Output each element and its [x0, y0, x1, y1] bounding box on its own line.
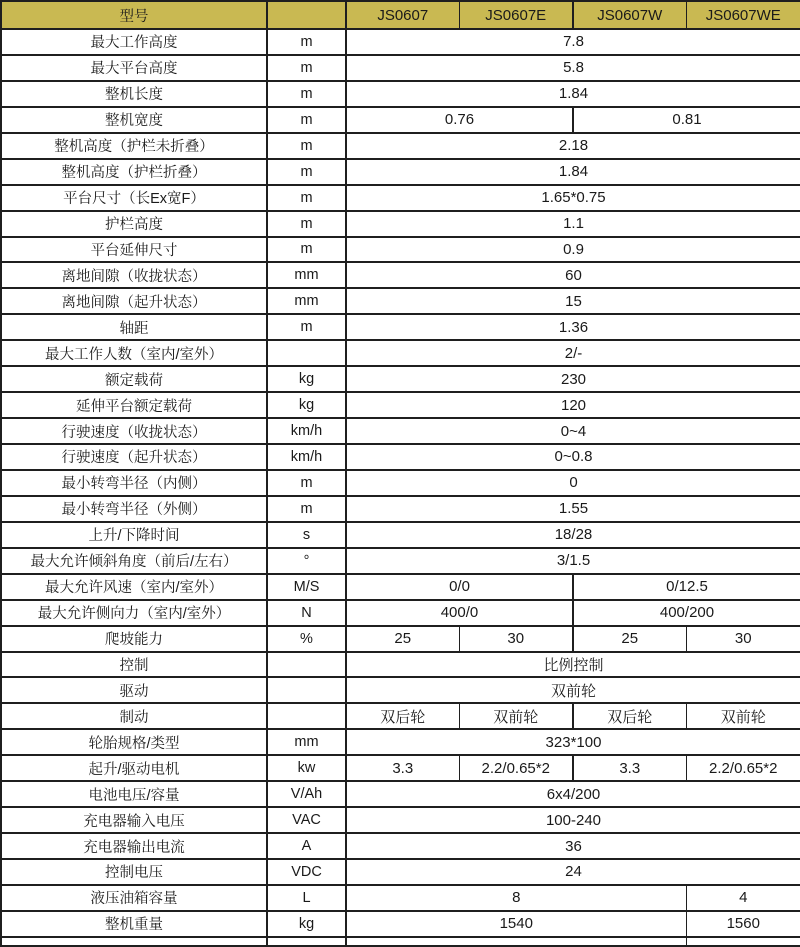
param-value: 1540	[346, 911, 686, 937]
param-name: 轴距	[1, 314, 267, 340]
param-unit: m	[267, 237, 346, 263]
param-value: 25	[573, 626, 686, 652]
param-name: 离地间隙（起升状态）	[1, 288, 267, 314]
param-value: 0	[346, 470, 800, 496]
table-row	[1, 237, 800, 263]
param-name: 护栏高度	[1, 211, 267, 237]
param-unit: A	[267, 833, 346, 859]
table-row	[1, 626, 800, 652]
param-value: 3.3	[346, 755, 459, 781]
param-value: 2.2/0.65*2	[459, 755, 573, 781]
param-value: 400/0	[346, 600, 573, 626]
param-name: 控制	[1, 652, 267, 678]
param-value: 1.1	[346, 211, 800, 237]
param-name: 液压油箱容量	[1, 885, 267, 911]
param-name: 轮胎规格/类型	[1, 729, 267, 755]
param-value: 2.2/0.65*2	[686, 755, 800, 781]
table-row	[1, 262, 800, 288]
param-name: 离地间隙（收拢状态）	[1, 262, 267, 288]
param-unit: L	[267, 885, 346, 911]
param-unit: °	[267, 548, 346, 574]
param-value: 1.55	[346, 496, 800, 522]
param-name: 整机高度（护栏未折叠）	[1, 133, 267, 159]
table-row	[1, 677, 800, 703]
param-name: 平台尺寸（长Ex宽F）	[1, 185, 267, 211]
param-value: 25	[346, 626, 459, 652]
header-model-js0607e: JS0607E	[459, 1, 573, 29]
param-value: 1560	[686, 911, 800, 937]
param-value: 双前轮	[686, 703, 800, 729]
param-unit: mm	[267, 288, 346, 314]
param-name: 最大允许倾斜角度（前后/左右）	[1, 548, 267, 574]
param-value: 比例控制	[346, 652, 800, 678]
param-unit: N	[267, 600, 346, 626]
param-unit	[267, 677, 346, 703]
table-row	[1, 29, 800, 55]
param-unit: m	[267, 159, 346, 185]
partial-row-cell	[267, 937, 346, 946]
param-name: 行驶速度（收拢状态）	[1, 418, 267, 444]
table-row	[1, 652, 800, 678]
header-model-js0607w: JS0607W	[573, 1, 686, 29]
param-value: 0.81	[573, 107, 800, 133]
table-row	[1, 444, 800, 470]
param-value: 24	[346, 859, 800, 885]
param-unit	[267, 703, 346, 729]
param-unit	[267, 340, 346, 366]
table-row	[1, 81, 800, 107]
param-name: 行驶速度（起升状态）	[1, 444, 267, 470]
param-value: 120	[346, 392, 800, 418]
param-value: 2/-	[346, 340, 800, 366]
param-name: 控制电压	[1, 859, 267, 885]
table-row	[1, 211, 800, 237]
table-row	[1, 159, 800, 185]
param-value: 0/0	[346, 574, 573, 600]
param-name: 电池电压/容量	[1, 781, 267, 807]
param-name: 延伸平台额定载荷	[1, 392, 267, 418]
param-value: 1.36	[346, 314, 800, 340]
table-row	[1, 55, 800, 81]
param-value: 6x4/200	[346, 781, 800, 807]
param-value: 30	[686, 626, 800, 652]
param-value: 400/200	[573, 600, 800, 626]
param-value: 0.76	[346, 107, 573, 133]
param-name: 整机重量	[1, 911, 267, 937]
param-unit: M/S	[267, 574, 346, 600]
param-unit: km/h	[267, 418, 346, 444]
param-unit: mm	[267, 729, 346, 755]
param-unit: %	[267, 626, 346, 652]
param-value: 100-240	[346, 807, 800, 833]
partial-row-cell	[1, 937, 267, 946]
table-row	[1, 781, 800, 807]
param-name: 额定载荷	[1, 366, 267, 392]
param-name: 驱动	[1, 677, 267, 703]
table-row	[1, 185, 800, 211]
param-value: 1.84	[346, 81, 800, 107]
param-unit: s	[267, 522, 346, 548]
param-unit: mm	[267, 262, 346, 288]
param-unit: m	[267, 55, 346, 81]
table-row	[1, 340, 800, 366]
table-row	[1, 288, 800, 314]
param-unit: km/h	[267, 444, 346, 470]
table-row	[1, 859, 800, 885]
param-value: 7.8	[346, 29, 800, 55]
param-value: 1.84	[346, 159, 800, 185]
table-row	[1, 729, 800, 755]
param-value: 230	[346, 366, 800, 392]
param-name: 上升/下降时间	[1, 522, 267, 548]
param-name: 平台延伸尺寸	[1, 237, 267, 263]
table-row	[1, 314, 800, 340]
param-name: 充电器输入电压	[1, 807, 267, 833]
table-row	[1, 392, 800, 418]
table-row	[1, 548, 800, 574]
param-unit: m	[267, 211, 346, 237]
param-value: 双前轮	[459, 703, 573, 729]
param-value: 双后轮	[573, 703, 686, 729]
param-value: 1.65*0.75	[346, 185, 800, 211]
param-value: 4	[686, 885, 800, 911]
table-row	[1, 807, 800, 833]
param-value: 0~0.8	[346, 444, 800, 470]
header-model-js0607we: JS0607WE	[686, 1, 800, 29]
param-unit: V/Ah	[267, 781, 346, 807]
param-value: 323*100	[346, 729, 800, 755]
table-row	[1, 366, 800, 392]
table-row	[1, 703, 800, 729]
partial-row	[1, 937, 800, 946]
param-value: 双前轮	[346, 677, 800, 703]
param-unit: kg	[267, 392, 346, 418]
param-name: 起升/驱动电机	[1, 755, 267, 781]
param-name: 最大平台高度	[1, 55, 267, 81]
param-value: 3/1.5	[346, 548, 800, 574]
param-value: 18/28	[346, 522, 800, 548]
table-row	[1, 418, 800, 444]
table-row	[1, 133, 800, 159]
param-name: 最小转弯半径（内侧）	[1, 470, 267, 496]
table-row	[1, 470, 800, 496]
table-row	[1, 496, 800, 522]
param-unit	[267, 652, 346, 678]
param-name: 最大工作高度	[1, 29, 267, 55]
param-name: 最大工作人数（室内/室外）	[1, 340, 267, 366]
param-unit: m	[267, 29, 346, 55]
param-value: 双后轮	[346, 703, 459, 729]
spec-table-body	[1, 29, 800, 946]
param-unit: m	[267, 81, 346, 107]
param-name: 最大允许风速（室内/室外）	[1, 574, 267, 600]
param-value: 2.18	[346, 133, 800, 159]
param-value: 8	[346, 885, 686, 911]
header-model-label: 型号	[1, 1, 267, 29]
header-model-js0607: JS0607	[346, 1, 459, 29]
table-row	[1, 107, 800, 133]
param-value: 15	[346, 288, 800, 314]
param-unit: m	[267, 470, 346, 496]
table-header-row	[1, 1, 800, 29]
param-value: 5.8	[346, 55, 800, 81]
param-value: 30	[459, 626, 573, 652]
param-value: 60	[346, 262, 800, 288]
table-row	[1, 885, 800, 911]
param-unit: m	[267, 107, 346, 133]
table-row	[1, 911, 800, 937]
param-value: 0.9	[346, 237, 800, 263]
param-unit: VAC	[267, 807, 346, 833]
param-name: 最小转弯半径（外侧）	[1, 496, 267, 522]
param-value: 3.3	[573, 755, 686, 781]
param-name: 爬坡能力	[1, 626, 267, 652]
table-row	[1, 600, 800, 626]
param-name: 最大允许侧向力（室内/室外）	[1, 600, 267, 626]
param-name: 整机长度	[1, 81, 267, 107]
param-value: 0~4	[346, 418, 800, 444]
param-unit: VDC	[267, 859, 346, 885]
table-row	[1, 833, 800, 859]
param-unit: kg	[267, 366, 346, 392]
param-unit: kw	[267, 755, 346, 781]
param-value: 0/12.5	[573, 574, 800, 600]
param-unit: kg	[267, 911, 346, 937]
param-unit: m	[267, 133, 346, 159]
param-unit: m	[267, 314, 346, 340]
param-name: 整机宽度	[1, 107, 267, 133]
param-unit: m	[267, 185, 346, 211]
param-name: 充电器输出电流	[1, 833, 267, 859]
table-row	[1, 755, 800, 781]
param-value: 36	[346, 833, 800, 859]
param-unit: m	[267, 496, 346, 522]
param-name: 制动	[1, 703, 267, 729]
header-unit-cell	[267, 1, 346, 29]
partial-row-cell	[686, 937, 800, 946]
param-name: 整机高度（护栏折叠）	[1, 159, 267, 185]
table-row	[1, 522, 800, 548]
table-row	[1, 574, 800, 600]
partial-row-cell	[346, 937, 686, 946]
